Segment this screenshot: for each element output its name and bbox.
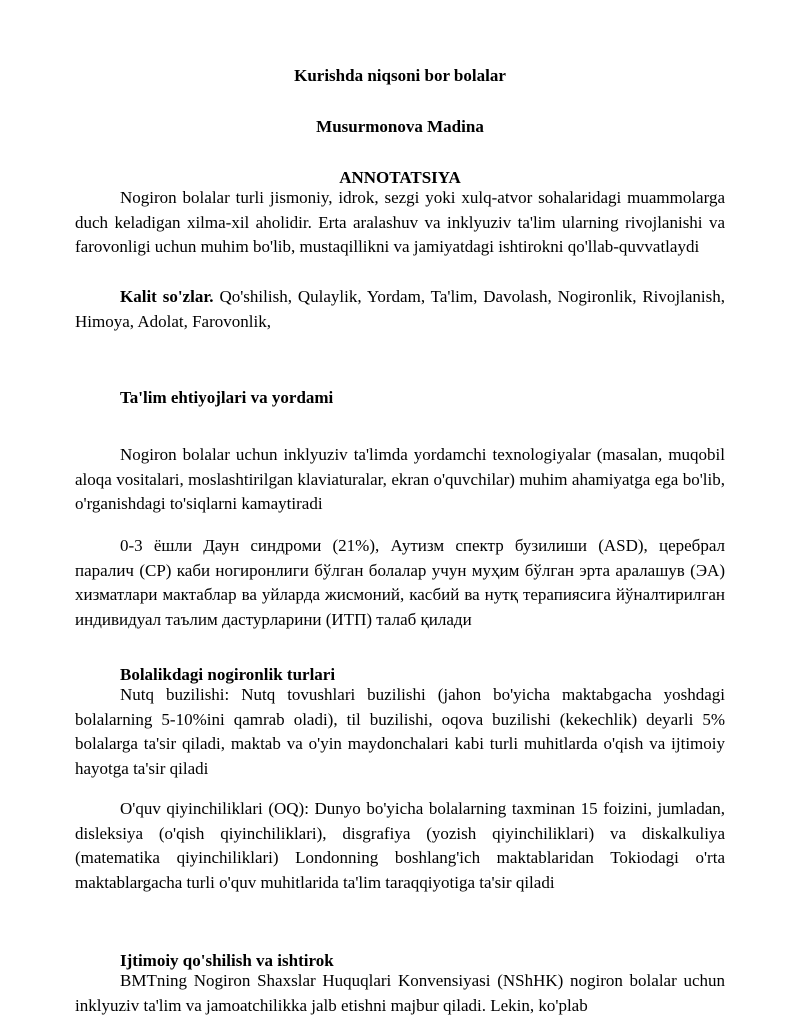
keywords-label: Kalit so'zlar. xyxy=(120,287,214,306)
author-name: Musurmonova Madina xyxy=(316,117,484,136)
section-heading-disability-types: Bolalikdagi nogironlik turlari xyxy=(120,665,336,684)
section-heading-social-inclusion: Ijtimoiy qo'shilish va ishtirok xyxy=(120,951,334,970)
section1-paragraph-1: Nogiron bolalar uchun inklyuziv ta'limda yordamchi texnologiyalar (masalan, muqobil aloqa vositalari, moslashtirilgan klaviaturalar, ekran o'quvchilar) muhim ahamiyatga ega bo'lib, o'rganishdagi to'siqlarni kamaytiradi xyxy=(75,445,725,513)
keywords-text: Qo'shilish, Qulaylik, Yordam, Ta'lim, Davolash, Nogironlik, Rivojlanish, Himoya, Adolat, Farovonlik, xyxy=(75,287,725,331)
annotation-heading: ANNOTATSIYA xyxy=(339,168,461,187)
annotation-text: Nogiron bolalar turli jismoniy, idrok, sezgi yoki xulq-atvor sohalaridagi muammolarga duch keladigan xilma-xil aholidir. Erta aralashuv va inklyuziv ta'lim ularning rivojlanishi va farovonligi uchun muhim bo'lib, mustaqillikni va jamiyatdagi ishtirokni qo'llab-quvvatlaydi xyxy=(75,188,725,256)
section-heading-education-needs: Ta'lim ehtiyojlari va yordami xyxy=(120,388,334,407)
section2-paragraph-2: O'quv qiyinchiliklari (OQ): Dunyo bo'yicha bolalarning taxminan 15 foizini, jumladan, disleksiya (o'qish qiyinchiliklari), disgrafiya (yozish qiyinchiliklari) va diskalkuliya (matematika qiyinchiliklari) Londonning boshlang'ich maktablaridan Tokiodagi o'rta maktablargacha turli o'quv muhitlarida ta'lim taraqqiyotiga ta'sir qiladi xyxy=(75,799,725,892)
document-title: Kurishda niqsoni bor bolalar xyxy=(294,66,506,85)
section1-paragraph-2: 0-3 ёшли Даун синдроми (21%), Аутизм спектр бузилиши (ASD), церебрал паралич (CP) каби ногиронлиги бўлган болалар учун муҳим бўлган эрта аралашув (ЭА) хизматлари мактаблар ва уйларда жисмоний, касбий ва нутқ терапиясига йўналтирилган индивидуал таълим дастурларини (ИТП) талаб қилади xyxy=(75,536,725,629)
annotation-paragraph xyxy=(75,186,725,260)
section2-paragraph-1: Nutq buzilishi: Nutq tovushlari buzilishi (jahon bo'yicha maktabgacha yoshdagi bolalarning 5-10%ini qamrab oladi), til buzilishi, oqova buzilishi (kekechlik) deyarli 5% bolalarga ta'sir qiladi, maktab va o'yin maydonchalari kabi turli muhitlarda o'qish va ijtimoiy hayotga ta'sir qiladi xyxy=(75,685,725,778)
keywords-paragraph xyxy=(75,285,725,334)
section3-paragraph-1: BMTning Nogiron Shaxslar Huquqlari Konvensiyasi (NShHK) nogiron bolalar uchun inklyuziv ta'lim va jamoatchilikka jalb etishni majbur qiladi. Lekin, ko'plab xyxy=(75,971,725,1015)
